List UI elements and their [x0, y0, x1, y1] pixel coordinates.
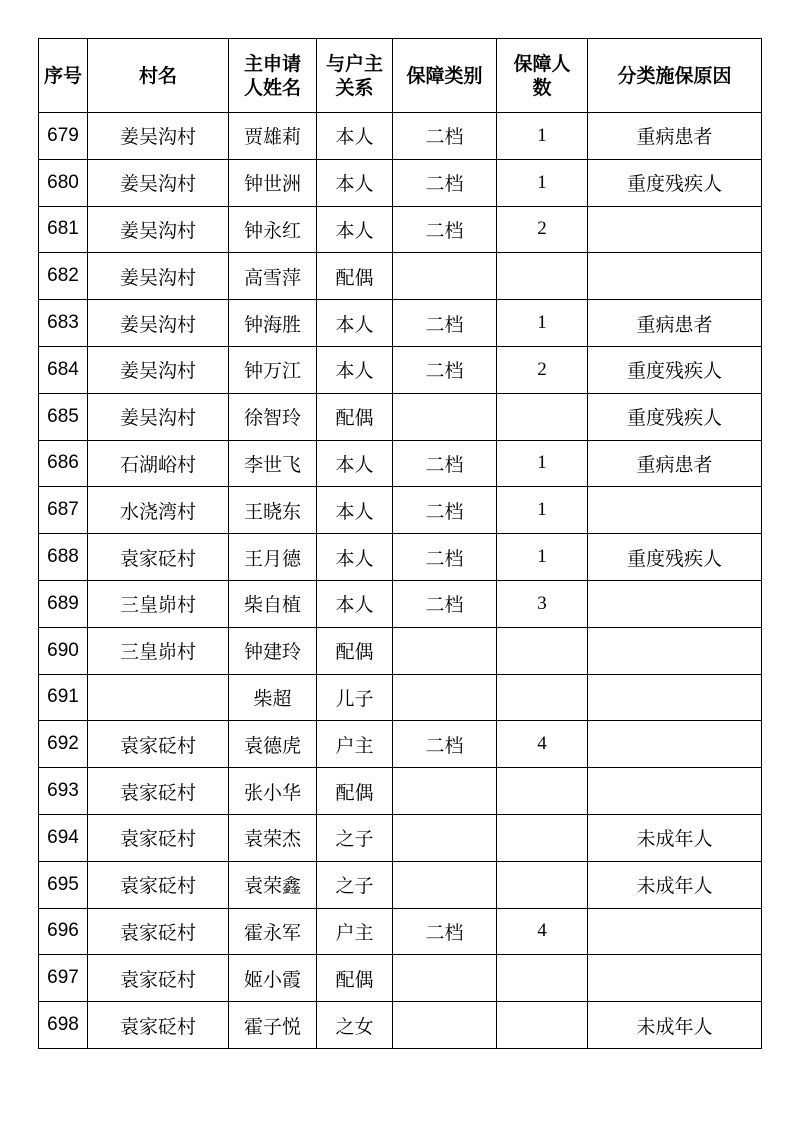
- cell-village: 袁家砭村: [88, 955, 229, 1002]
- table-row: [39, 768, 762, 815]
- cell-applicant: 柴自植: [229, 580, 317, 627]
- cell-applicant: 贾雄莉: [229, 113, 317, 160]
- cell-category: 二档: [393, 908, 497, 955]
- cell-category: 二档: [393, 206, 497, 253]
- table-row: [39, 1002, 762, 1049]
- cell-seq: 696: [39, 908, 88, 955]
- cell-reason: [588, 627, 762, 674]
- cell-village: 袁家砭村: [88, 861, 229, 908]
- cell-count: [497, 393, 588, 440]
- table-row: [39, 721, 762, 768]
- cell-reason: [588, 955, 762, 1002]
- cell-seq: 689: [39, 580, 88, 627]
- cell-village: [88, 674, 229, 721]
- cell-applicant: 霍子悦: [229, 1002, 317, 1049]
- cell-seq: 694: [39, 814, 88, 861]
- cell-relation: 本人: [317, 580, 393, 627]
- header-village: 村名: [88, 39, 229, 113]
- cell-reason: 重度残疾人: [588, 534, 762, 581]
- cell-reason: 重度残疾人: [588, 346, 762, 393]
- table-row: [39, 393, 762, 440]
- header-relation: 与户主 关系: [317, 39, 393, 113]
- table-body: [39, 113, 762, 1049]
- cell-seq: 684: [39, 346, 88, 393]
- cell-applicant: 徐智玲: [229, 393, 317, 440]
- table-row: [39, 300, 762, 347]
- cell-relation: 本人: [317, 534, 393, 581]
- cell-village: 三皇峁村: [88, 627, 229, 674]
- cell-category: [393, 253, 497, 300]
- cell-relation: 之子: [317, 814, 393, 861]
- cell-count: 1: [497, 113, 588, 160]
- cell-village: 姜吴沟村: [88, 393, 229, 440]
- cell-category: 二档: [393, 580, 497, 627]
- cell-seq: 688: [39, 534, 88, 581]
- cell-relation: 本人: [317, 300, 393, 347]
- cell-seq: 687: [39, 487, 88, 534]
- cell-count: [497, 768, 588, 815]
- table-row: [39, 861, 762, 908]
- cell-category: 二档: [393, 440, 497, 487]
- header-category: 保障类别: [393, 39, 497, 113]
- cell-village: 水浇湾村: [88, 487, 229, 534]
- table-row: [39, 113, 762, 160]
- table-row: [39, 580, 762, 627]
- cell-relation: 配偶: [317, 955, 393, 1002]
- cell-reason: [588, 206, 762, 253]
- cell-village: 姜吴沟村: [88, 159, 229, 206]
- cell-relation: 儿子: [317, 674, 393, 721]
- cell-village: 姜吴沟村: [88, 113, 229, 160]
- cell-seq: 679: [39, 113, 88, 160]
- cell-reason: [588, 674, 762, 721]
- cell-seq: 680: [39, 159, 88, 206]
- cell-reason: 重度残疾人: [588, 159, 762, 206]
- cell-count: 4: [497, 908, 588, 955]
- cell-seq: 691: [39, 674, 88, 721]
- cell-category: 二档: [393, 721, 497, 768]
- cell-applicant: 钟世洲: [229, 159, 317, 206]
- cell-seq: 697: [39, 955, 88, 1002]
- cell-village: 姜吴沟村: [88, 300, 229, 347]
- cell-seq: 695: [39, 861, 88, 908]
- cell-count: [497, 861, 588, 908]
- table-row: [39, 440, 762, 487]
- cell-category: 二档: [393, 159, 497, 206]
- cell-village: 袁家砭村: [88, 1002, 229, 1049]
- cell-relation: 本人: [317, 113, 393, 160]
- cell-relation: 本人: [317, 159, 393, 206]
- cell-relation: 配偶: [317, 627, 393, 674]
- cell-relation: 配偶: [317, 768, 393, 815]
- cell-count: [497, 627, 588, 674]
- cell-reason: 未成年人: [588, 1002, 762, 1049]
- cell-reason: 未成年人: [588, 814, 762, 861]
- header-row: [39, 39, 762, 113]
- cell-relation: 户主: [317, 721, 393, 768]
- cell-reason: [588, 487, 762, 534]
- cell-category: 二档: [393, 346, 497, 393]
- cell-count: 4: [497, 721, 588, 768]
- cell-reason: [588, 768, 762, 815]
- cell-village: 石湖峪村: [88, 440, 229, 487]
- cell-seq: 685: [39, 393, 88, 440]
- cell-applicant: 钟永红: [229, 206, 317, 253]
- cell-applicant: 高雪萍: [229, 253, 317, 300]
- table-row: [39, 908, 762, 955]
- cell-count: 2: [497, 206, 588, 253]
- cell-category: [393, 814, 497, 861]
- cell-reason: 重病患者: [588, 440, 762, 487]
- cell-count: 3: [497, 580, 588, 627]
- cell-category: 二档: [393, 300, 497, 347]
- cell-seq: 686: [39, 440, 88, 487]
- cell-reason: [588, 253, 762, 300]
- cell-applicant: 袁德虎: [229, 721, 317, 768]
- cell-reason: 重度残疾人: [588, 393, 762, 440]
- cell-applicant: 柴超: [229, 674, 317, 721]
- table-row: [39, 253, 762, 300]
- cell-relation: 之子: [317, 861, 393, 908]
- cell-village: 姜吴沟村: [88, 253, 229, 300]
- cell-category: 二档: [393, 113, 497, 160]
- cell-relation: 本人: [317, 487, 393, 534]
- cell-category: [393, 627, 497, 674]
- cell-count: 1: [497, 300, 588, 347]
- cell-seq: 693: [39, 768, 88, 815]
- cell-reason: [588, 908, 762, 955]
- cell-relation: 本人: [317, 206, 393, 253]
- cell-category: [393, 768, 497, 815]
- cell-relation: 之女: [317, 1002, 393, 1049]
- table-row: [39, 346, 762, 393]
- cell-applicant: 姬小霞: [229, 955, 317, 1002]
- cell-category: [393, 1002, 497, 1049]
- table-row: [39, 206, 762, 253]
- table-row: [39, 674, 762, 721]
- cell-seq: 690: [39, 627, 88, 674]
- cell-reason: 重病患者: [588, 113, 762, 160]
- cell-seq: 681: [39, 206, 88, 253]
- cell-category: [393, 674, 497, 721]
- cell-count: [497, 253, 588, 300]
- cell-applicant: 张小华: [229, 768, 317, 815]
- cell-reason: 未成年人: [588, 861, 762, 908]
- cell-applicant: 钟万江: [229, 346, 317, 393]
- cell-category: 二档: [393, 534, 497, 581]
- table-row: [39, 487, 762, 534]
- cell-village: 袁家砭村: [88, 721, 229, 768]
- table-row: [39, 159, 762, 206]
- cell-count: [497, 955, 588, 1002]
- cell-count: 1: [497, 487, 588, 534]
- cell-relation: 本人: [317, 440, 393, 487]
- cell-village: 袁家砭村: [88, 768, 229, 815]
- header-seq: 序号: [39, 39, 88, 113]
- cell-count: [497, 1002, 588, 1049]
- table-row: [39, 955, 762, 1002]
- header-count: 保障人 数: [497, 39, 588, 113]
- cell-category: 二档: [393, 487, 497, 534]
- cell-applicant: 王月德: [229, 534, 317, 581]
- cell-count: 1: [497, 159, 588, 206]
- cell-seq: 698: [39, 1002, 88, 1049]
- cell-count: 1: [497, 534, 588, 581]
- table-row: [39, 814, 762, 861]
- assistance-table: [38, 38, 762, 1049]
- cell-applicant: 袁荣杰: [229, 814, 317, 861]
- cell-relation: 配偶: [317, 253, 393, 300]
- cell-relation: 户主: [317, 908, 393, 955]
- cell-applicant: 王晓东: [229, 487, 317, 534]
- cell-seq: 692: [39, 721, 88, 768]
- cell-applicant: 李世飞: [229, 440, 317, 487]
- cell-count: 2: [497, 346, 588, 393]
- cell-applicant: 钟建玲: [229, 627, 317, 674]
- cell-reason: [588, 721, 762, 768]
- cell-category: [393, 393, 497, 440]
- cell-applicant: 霍永军: [229, 908, 317, 955]
- cell-count: [497, 674, 588, 721]
- cell-count: [497, 814, 588, 861]
- table-row: [39, 534, 762, 581]
- cell-reason: [588, 580, 762, 627]
- cell-relation: 本人: [317, 346, 393, 393]
- cell-village: 袁家砭村: [88, 534, 229, 581]
- cell-category: [393, 955, 497, 1002]
- cell-village: 姜吴沟村: [88, 346, 229, 393]
- header-applicant: 主申请 人姓名: [229, 39, 317, 113]
- cell-village: 袁家砭村: [88, 908, 229, 955]
- cell-seq: 682: [39, 253, 88, 300]
- cell-relation: 配偶: [317, 393, 393, 440]
- header-reason: 分类施保原因: [588, 39, 762, 113]
- cell-reason: 重病患者: [588, 300, 762, 347]
- cell-seq: 683: [39, 300, 88, 347]
- cell-village: 三皇峁村: [88, 580, 229, 627]
- cell-category: [393, 861, 497, 908]
- cell-village: 袁家砭村: [88, 814, 229, 861]
- cell-applicant: 钟海胜: [229, 300, 317, 347]
- cell-village: 姜吴沟村: [88, 206, 229, 253]
- cell-applicant: 袁荣鑫: [229, 861, 317, 908]
- table-row: [39, 627, 762, 674]
- cell-count: 1: [497, 440, 588, 487]
